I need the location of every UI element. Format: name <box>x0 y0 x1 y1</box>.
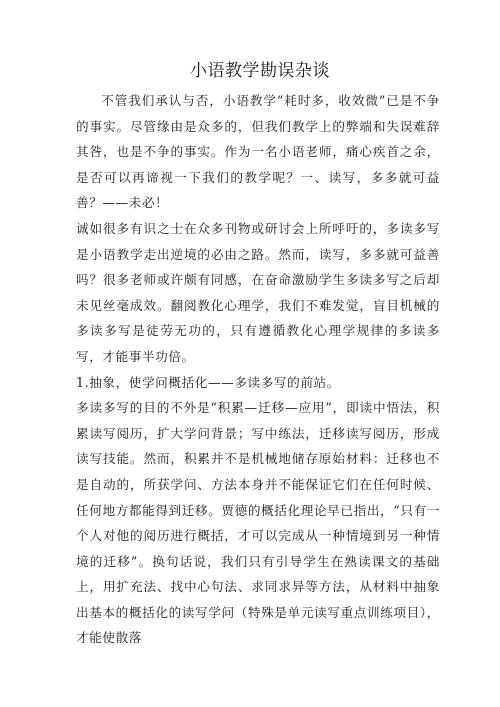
paragraph-reading-writing: 诚如很多有识之士在众多刊物或研讨会上所呼吁的，多读多写是小语教学走出逆境的必由之路。然而，读写，多多就可益善吗？很多老师或许颇有同感，在奋命激励学生多读多写之后却未见丝毫成效。翻阅教化心理学，我们不难发觉，盲目机械的多读多写是徒劳无功的，只有遵循教化心理学规律的多读多写，才能事半功倍。 <box>76 220 440 364</box>
section-heading-abstraction: 1.抽象，使学问概括化——多读多写的前站。 <box>76 374 340 390</box>
paragraph-intro: 不管我们承认与否，小语教学“耗时多，收效微”已是不争的事实。尽管缘由是众多的，但我们教学上的弊端和失误难辞其咎，也是不争的事实。作为一名小语老师，痛心疾首之余，是否可以再谛视一下我们的教学呢？一、读写，多多就可益善？——未必！ <box>76 93 440 211</box>
paragraph-generalization: 多读多写的目的不外是“积累—迁移—应用”，即读中悟法，积累读写阅历，扩大学问背景；写中练法，迁移读写阅历，形成读写技能。然而，积累并不是机械地储存原始材料：迁移也不是自动的，所获学问、方法本身并不能保证它们在任何时候、任何地方都能得到迁移。贾德的概括化理论早已指出，“只有一个人对他的阅历进行概括，才可以完成从一种情境到另一种情境的迁移”。换句话说，我们只有引导学生在熟读课文的基础上，用扩充法、找中心句法、求同求异等方法，从材料中抽象出基本的概括化的读写学问（特殊是单元读写重点训练项目），才能使散落 <box>76 400 440 646</box>
document-title: 小语教学勘误杂谈 <box>190 61 330 81</box>
